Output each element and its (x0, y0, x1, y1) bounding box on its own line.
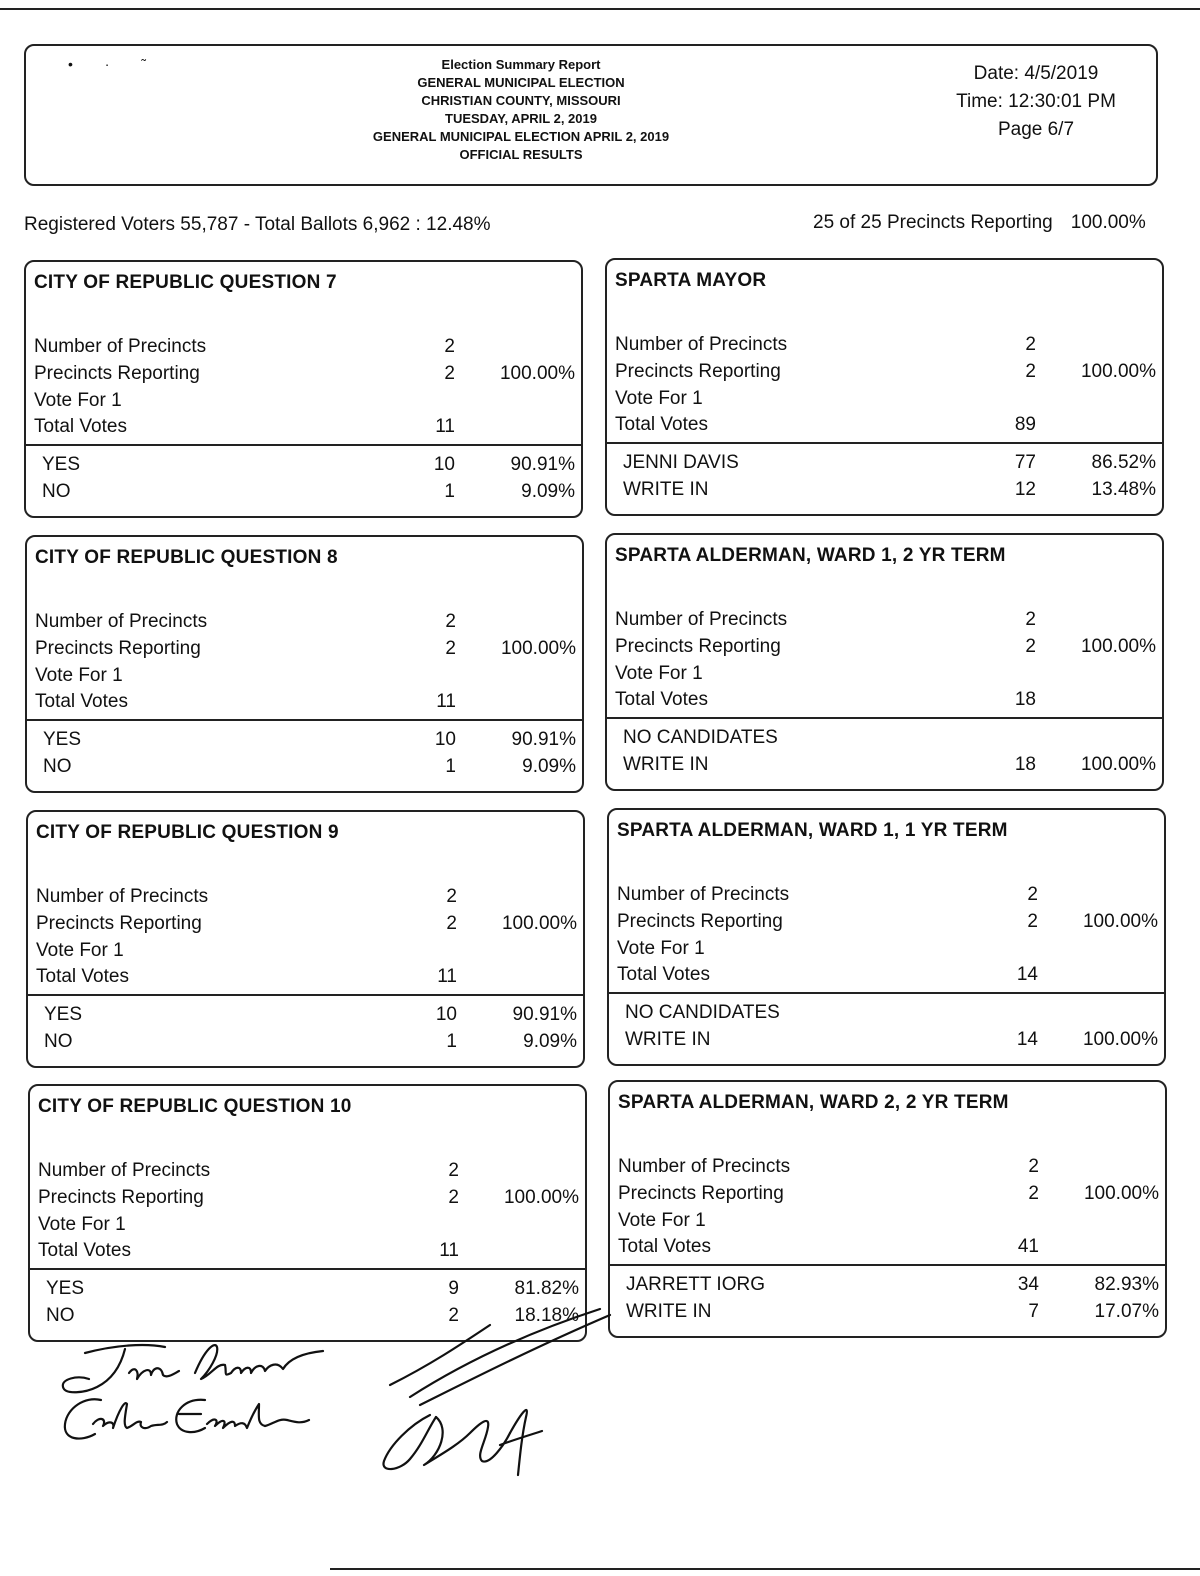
results-divider (610, 1264, 1165, 1266)
number-of-precincts-value: 2 (1025, 609, 1036, 630)
election-date: TUESDAY, APRIL 2, 2019 (445, 111, 597, 126)
number-of-precincts-label: Number of Precincts (35, 611, 208, 632)
race-title: CITY OF REPUBLIC QUESTION 9 (36, 822, 339, 843)
vote-for-row (607, 663, 1162, 689)
precincts-reporting-row (607, 636, 1162, 662)
precincts-reporting-pct: 100.00% (1070, 212, 1146, 233)
choice-name: NO (43, 756, 72, 777)
result-row (26, 481, 581, 507)
number-of-precincts-row (27, 611, 582, 637)
precincts-reporting-row (28, 913, 583, 939)
total-votes-value: 18 (1014, 689, 1036, 710)
choice-name: WRITE IN (626, 1301, 712, 1322)
number-of-precincts-label: Number of Precincts (618, 1156, 791, 1177)
precincts-reporting-pct: 100.00% (499, 363, 575, 384)
number-of-precincts-value: 2 (448, 1160, 459, 1181)
choice-pct: 9.09% (523, 1031, 577, 1052)
precincts-reporting-value: 2 (446, 913, 457, 934)
choice-pct: 90.91% (512, 1004, 577, 1025)
choice-votes: 10 (435, 1004, 457, 1025)
race-box (28, 1084, 587, 1342)
vote-for-label: Vote For 1 (36, 940, 124, 961)
number-of-precincts-value: 2 (444, 336, 455, 357)
total-votes-label: Total Votes (615, 414, 708, 435)
precincts-reporting-label: Precincts Reporting (618, 1183, 784, 1204)
number-of-precincts-value: 2 (445, 611, 456, 632)
choice-pct: 100.00% (1080, 754, 1156, 775)
vote-for-row (609, 938, 1164, 964)
choice-name: YES (42, 454, 81, 475)
result-row (610, 1301, 1165, 1327)
choice-pct: 81.82% (514, 1278, 579, 1299)
number-of-precincts-value: 2 (446, 886, 457, 907)
number-of-precincts-row (26, 336, 581, 362)
race-title: SPARTA ALDERMAN, WARD 1, 2 YR TERM (615, 545, 1006, 566)
vote-for-label: Vote For 1 (615, 388, 703, 409)
number-of-precincts-row (607, 609, 1162, 635)
election-name: GENERAL MUNICIPAL ELECTION (417, 75, 625, 90)
result-row (609, 1002, 1164, 1028)
total-votes-row (609, 964, 1164, 990)
election-full-name: GENERAL MUNICIPAL ELECTION APRIL 2, 2019 (372, 129, 670, 144)
choice-name: NO CANDIDATES (623, 727, 778, 748)
registered-voters-summary: Registered Voters 55,787 - Total Ballots 6,962 : 12.48% (24, 214, 491, 235)
results-divider (607, 442, 1162, 444)
choice-pct: 90.91% (510, 454, 575, 475)
results-divider (30, 1268, 585, 1270)
top-rule (0, 8, 1200, 10)
race-box (26, 810, 585, 1068)
precincts-reporting-row (30, 1187, 585, 1213)
total-votes-label: Total Votes (615, 689, 708, 710)
signature-2 (55, 1390, 345, 1460)
precincts-reporting-label: Precincts Reporting (617, 911, 783, 932)
total-votes-label: Total Votes (38, 1240, 131, 1261)
race-box (607, 808, 1166, 1066)
choice-pct: 86.52% (1091, 452, 1156, 473)
total-votes-row (607, 414, 1162, 440)
result-row (27, 756, 582, 782)
total-votes-value: 11 (435, 416, 455, 437)
precincts-reporting-pct: 100.00% (503, 1187, 579, 1208)
number-of-precincts-label: Number of Precincts (615, 334, 788, 355)
total-votes-label: Total Votes (36, 966, 129, 987)
result-row (607, 479, 1162, 505)
bottom-rule (330, 1568, 1200, 1570)
results-divider (26, 444, 581, 446)
report-time: Time: 12:30:01 PM (956, 91, 1116, 112)
choice-name: JARRETT IORG (626, 1274, 765, 1295)
precincts-reporting-pct: 100.00% (500, 638, 576, 659)
number-of-precincts-value: 2 (1027, 884, 1038, 905)
total-votes-label: Total Votes (617, 964, 710, 985)
vote-for-label: Vote For 1 (38, 1214, 126, 1235)
total-votes-row (28, 966, 583, 992)
choice-votes: 34 (1017, 1274, 1039, 1295)
total-votes-row (610, 1236, 1165, 1262)
choice-votes: 1 (444, 481, 455, 502)
choice-votes: 2 (448, 1305, 459, 1326)
precincts-reporting-label: Precincts Reporting (615, 636, 781, 657)
choice-name: WRITE IN (625, 1029, 711, 1050)
number-of-precincts-label: Number of Precincts (34, 336, 207, 357)
choice-pct: 82.93% (1094, 1274, 1159, 1295)
choice-pct: 100.00% (1082, 1029, 1158, 1050)
vote-for-label: Vote For 1 (35, 665, 123, 686)
choice-votes: 77 (1014, 452, 1036, 473)
choice-pct: 17.07% (1094, 1301, 1159, 1322)
choice-name: JENNI DAVIS (623, 452, 739, 473)
vote-for-row (26, 390, 581, 416)
race-title: SPARTA ALDERMAN, WARD 1, 1 YR TERM (617, 820, 1008, 841)
result-row (28, 1031, 583, 1057)
choice-votes: 10 (434, 729, 456, 750)
total-votes-value: 89 (1014, 414, 1036, 435)
page-number: Page 6/7 (997, 119, 1075, 140)
choice-name: NO (44, 1031, 73, 1052)
choice-pct: 13.48% (1091, 479, 1156, 500)
vote-for-label: Vote For 1 (615, 663, 703, 684)
number-of-precincts-row (609, 884, 1164, 910)
results-divider (27, 719, 582, 721)
precincts-reporting-row (26, 363, 581, 389)
precincts-reporting-value: 2 (1025, 636, 1036, 657)
choice-votes: 14 (1016, 1029, 1038, 1050)
result-row (607, 754, 1162, 780)
total-votes-label: Total Votes (35, 691, 128, 712)
result-row (26, 454, 581, 480)
total-votes-value: 11 (436, 691, 456, 712)
number-of-precincts-row (28, 886, 583, 912)
choice-pct: 9.09% (522, 756, 576, 777)
number-of-precincts-row (610, 1156, 1165, 1182)
vote-for-label: Vote For 1 (618, 1210, 706, 1231)
total-votes-row (27, 691, 582, 717)
number-of-precincts-row (607, 334, 1162, 360)
precincts-reporting-label: Precincts Reporting (34, 363, 200, 384)
precincts-reporting-text: 25 of 25 Precincts Reporting (813, 212, 1053, 233)
race-title: CITY OF REPUBLIC QUESTION 10 (38, 1096, 352, 1117)
vote-for-row (610, 1210, 1165, 1236)
precincts-reporting-value: 2 (1028, 1183, 1039, 1204)
total-votes-row (26, 416, 581, 442)
race-title: CITY OF REPUBLIC QUESTION 7 (34, 272, 337, 293)
vote-for-row (28, 940, 583, 966)
report-header (24, 44, 1158, 186)
total-votes-value: 11 (437, 966, 457, 987)
choice-name: WRITE IN (623, 754, 709, 775)
precincts-reporting-row (609, 911, 1164, 937)
precincts-reporting-label: Precincts Reporting (36, 913, 202, 934)
race-box (605, 258, 1164, 516)
precincts-reporting-value: 2 (448, 1187, 459, 1208)
choice-name: NO CANDIDATES (625, 1002, 780, 1023)
choice-votes: 7 (1028, 1301, 1039, 1322)
result-row (27, 729, 582, 755)
total-votes-value: 41 (1017, 1236, 1039, 1257)
signature-3 (370, 1305, 630, 1485)
number-of-precincts-label: Number of Precincts (617, 884, 790, 905)
precincts-reporting-label: Precincts Reporting (615, 361, 781, 382)
race-box (24, 260, 583, 518)
choice-name: YES (46, 1278, 85, 1299)
choice-name: YES (43, 729, 82, 750)
race-title: SPARTA MAYOR (615, 270, 767, 291)
result-row (607, 727, 1162, 753)
precincts-reporting-value: 2 (1027, 911, 1038, 932)
choice-pct: 18.18% (514, 1305, 579, 1326)
choice-votes: 1 (445, 756, 456, 777)
vote-for-label: Vote For 1 (34, 390, 122, 411)
choice-name: NO (46, 1305, 75, 1326)
number-of-precincts-row (30, 1160, 585, 1186)
total-votes-value: 14 (1016, 964, 1038, 985)
report-title: Election Summary Report (441, 57, 601, 72)
total-votes-value: 11 (439, 1240, 459, 1261)
choice-name: NO (42, 481, 71, 502)
precincts-reporting-row (610, 1183, 1165, 1209)
results-divider (609, 992, 1164, 994)
race-title: CITY OF REPUBLIC QUESTION 8 (35, 547, 338, 568)
report-date: Date: 4/5/2019 (973, 63, 1099, 84)
vote-for-row (607, 388, 1162, 414)
race-box (605, 533, 1164, 791)
race-title: SPARTA ALDERMAN, WARD 2, 2 YR TERM (618, 1092, 1009, 1113)
result-row (30, 1278, 585, 1304)
result-row (610, 1274, 1165, 1300)
race-box (25, 535, 584, 793)
precincts-reporting-label: Precincts Reporting (38, 1187, 204, 1208)
choice-name: WRITE IN (623, 479, 709, 500)
header-meta (926, 60, 1146, 144)
choice-votes: 18 (1014, 754, 1036, 775)
race-box (608, 1080, 1167, 1338)
choice-pct: 9.09% (521, 481, 575, 502)
result-row (607, 452, 1162, 478)
scan-marks: • · ˜ (68, 56, 161, 72)
result-row (28, 1004, 583, 1030)
results-divider (28, 994, 583, 996)
number-of-precincts-label: Number of Precincts (615, 609, 788, 630)
results-status: OFFICIAL RESULTS (459, 147, 583, 162)
vote-for-row (27, 665, 582, 691)
total-votes-label: Total Votes (618, 1236, 711, 1257)
choice-votes: 9 (448, 1278, 459, 1299)
precincts-reporting-value: 2 (444, 363, 455, 384)
precincts-reporting-pct: 100.00% (1080, 361, 1156, 382)
precincts-reporting-pct: 100.00% (1083, 1183, 1159, 1204)
choice-votes: 10 (433, 454, 455, 475)
header-titles (286, 56, 756, 164)
results-divider (607, 717, 1162, 719)
number-of-precincts-value: 2 (1025, 334, 1036, 355)
total-votes-label: Total Votes (34, 416, 127, 437)
choice-pct: 90.91% (511, 729, 576, 750)
precincts-reporting-pct: 100.00% (1082, 911, 1158, 932)
choice-name: YES (44, 1004, 83, 1025)
choice-votes: 12 (1014, 479, 1036, 500)
county: CHRISTIAN COUNTY, MISSOURI (421, 93, 621, 108)
precincts-summary (813, 212, 1146, 234)
total-votes-row (30, 1240, 585, 1266)
number-of-precincts-value: 2 (1028, 1156, 1039, 1177)
vote-for-row (30, 1214, 585, 1240)
number-of-precincts-label: Number of Precincts (38, 1160, 211, 1181)
precincts-reporting-pct: 100.00% (1080, 636, 1156, 657)
precincts-reporting-pct: 100.00% (501, 913, 577, 934)
precincts-reporting-row (27, 638, 582, 664)
result-row (609, 1029, 1164, 1055)
total-votes-row (607, 689, 1162, 715)
precincts-reporting-label: Precincts Reporting (35, 638, 201, 659)
precincts-reporting-value: 2 (1025, 361, 1036, 382)
precincts-reporting-value: 2 (445, 638, 456, 659)
choice-votes: 1 (446, 1031, 457, 1052)
vote-for-label: Vote For 1 (617, 938, 705, 959)
precincts-reporting-row (607, 361, 1162, 387)
number-of-precincts-label: Number of Precincts (36, 886, 209, 907)
